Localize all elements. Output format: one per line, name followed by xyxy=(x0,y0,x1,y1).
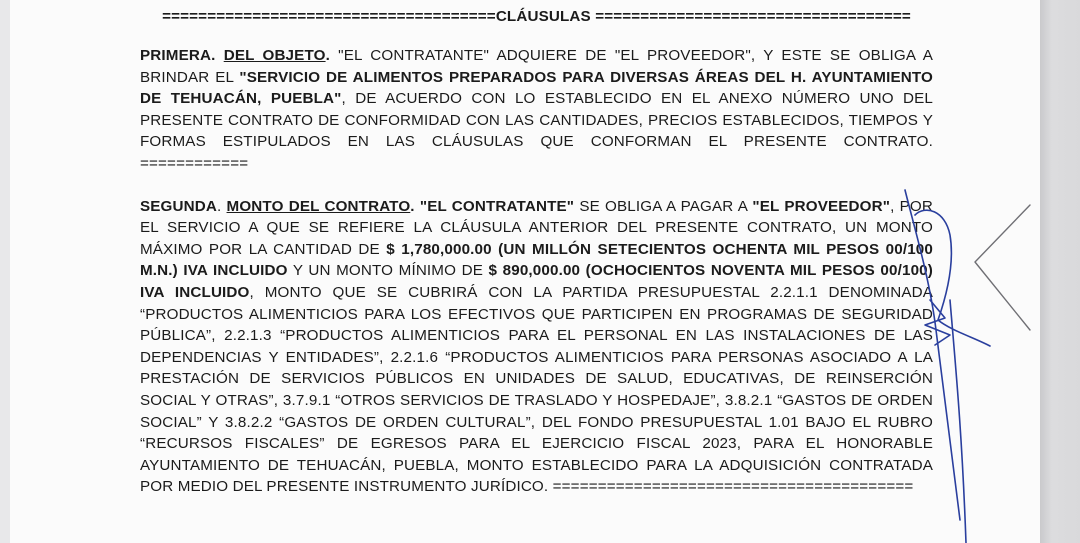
header-rule-right: =================================== xyxy=(595,8,911,25)
clause-first-heading: DEL OBJETO xyxy=(223,47,326,64)
clause-first-service: "SERVICIO DE ALIMENTOS PREPARADOS PARA DIVERSAS ÁREAS DEL H. AYUNTAMIENTO DE TEHUACÁN, PUEBLA" xyxy=(140,68,933,108)
clause-second-min-amount: $ 890,000.00 (OCHOCIENTOS NOVENTA MIL PESOS 00/100) IVA INCLUIDO xyxy=(140,262,933,301)
clause-second xyxy=(140,196,933,498)
clauses-title: CLÁUSULAS xyxy=(495,8,591,25)
clause-second-dot: . xyxy=(217,197,227,215)
clause-first-text2: , DE ACUERDO CON LO ESTABLECIDO EN EL ANEXO NÚMERO UNO DEL PRESENTE CONTRATO DE CONFORMIDAD CON LAS CANTIDADES, PRECIOS ESTABLECIDOS, TIEMPOS Y FORMAS ESTIPULADOS EN LAS CLÁUSULAS QUE CONFORMAN EL PRESENTE CONTRATO. ============ xyxy=(140,90,933,172)
page-edge-shadow xyxy=(1040,0,1080,543)
clause-first-number: PRIMERA. xyxy=(140,47,216,64)
page-left-edge xyxy=(0,0,10,543)
clause-second-text1: SE OBLIGA A PAGAR A xyxy=(574,197,753,215)
clause-second-heading-punct: . xyxy=(410,197,420,215)
header-rule-left: ===================================== xyxy=(162,8,496,25)
clauses-header xyxy=(140,6,933,27)
clause-second-max-amount: $ 1,780,000.00 (UN MILLÓN SETECIENTOS OCHENTA MIL PESOS 00/100 M.N.) IVA INCLUIDO xyxy=(140,240,933,280)
clause-second-number: SEGUNDA xyxy=(140,197,217,215)
clause-second-heading: MONTO DEL CONTRATO xyxy=(226,197,411,215)
clause-second-text2: , POR EL SERVICIO A QUE SE REFIERE LA CLÁUSULA ANTERIOR DEL PRESENTE CONTRATO, UN MONTO MÁXIMO POR LA CANTIDAD DE xyxy=(140,197,933,258)
clause-second-party2: "EL PROVEEDOR" xyxy=(752,197,891,215)
clause-first-text1: "EL CONTRATANTE" ADQUIERE DE "EL PROVEEDOR", Y ESTE SE OBLIGA A BRINDAR EL xyxy=(140,47,934,86)
clause-second-text4: , MONTO QUE SE CUBRIRÁ CON LA PARTIDA PRESUPUESTAL 2.2.1.1 DENOMINADA “PRODUCTOS ALIMENTICIOS PARA LOS EFECTIVOS QUE PARTICIPEN EN PROGRAMAS DE SEGURIDAD PÚBLICA”, 2.2.1.3 “PRODUCTOS ALIMENTICIOS PARA EL PERSONAL EN LAS INSTALACIONES DE LAS DEPENDENCIAS Y ENTIDADES”, 2.2.1.6 “PRODUCTOS ALIMENTICIOS PARA PERSONAS ASOCIADO A LA PRESTACIÓN DE SERVICIOS PÚBLICOS EN UNIDADES DE SALUD, EDUCATIVAS, DE REINSERCIÓN SOCIAL Y OTRAS”, 3.7.9.1 “OTROS SERVICIOS DE TRASLADO Y HOSPEDAJE”, 3.8.2.1 “GASTOS DE ORDEN SOCIAL” Y 3.8.2.2 “GASTOS DE ORDEN CULTURAL”, DEL FONDO PRESUPUESTAL 1.01 BAJO EL RUBRO “RECURSOS FISCALES” DE EGRESOS PARA EL EJERCICIO FISCAL 2023, PARA EL HONORABLE AYUNTAMIENTO DE TEHUACÁN, PUEBLA, MONTO ESTABLECIDO PARA LA ADQUISICIÓN CONTRATADA POR MEDIO DEL PRESENTE INSTRUMENTO JURÍDICO. ======================================== xyxy=(140,283,933,496)
document-body xyxy=(140,6,933,498)
clause-second-party1: "EL CONTRATANTE" xyxy=(419,197,575,215)
clause-first-heading-punct: . xyxy=(325,47,330,64)
clause-first xyxy=(140,45,933,175)
clause-second-text3: Y UN MONTO MÍNIMO DE xyxy=(287,262,489,280)
